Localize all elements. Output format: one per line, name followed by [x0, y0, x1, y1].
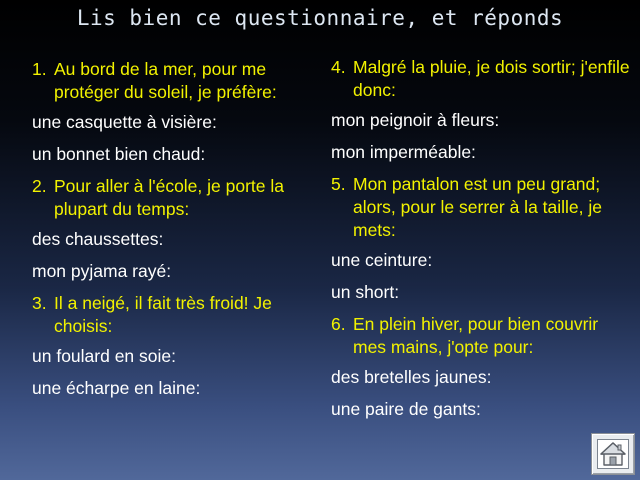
answer-option: mon imperméable: [331, 142, 476, 162]
question-number: 3. [32, 293, 47, 313]
home-icon [597, 439, 629, 469]
question-number: 2. [32, 176, 47, 196]
answer-option: mon peignoir à fleurs: [331, 110, 500, 130]
answer-option: un foulard en soie: [32, 346, 176, 366]
question-text: Mon pantalon est un peu grand; alors, pour le serrer à la taille, je mets: [353, 174, 602, 240]
home-button[interactable] [591, 433, 635, 475]
question-text: Pour aller à l'école, je porte la plupart du temps: [54, 176, 284, 219]
answer-option: des bretelles jaunes: [331, 367, 492, 387]
question-number: 4. [331, 57, 346, 77]
left-column [32, 58, 322, 409]
right-column [331, 56, 631, 430]
answer-option: une écharpe en laine: [32, 378, 201, 398]
question-text: Malgré la pluie, je dois sortir; j'enfile donc: [353, 57, 630, 100]
question-5 [331, 173, 631, 242]
question-3 [32, 292, 322, 338]
answer-option: un short: [331, 282, 400, 302]
question-number: 5. [331, 174, 346, 194]
question-4 [331, 56, 631, 102]
question-text: En plein hiver, pour bien couvrir mes mains, j'opte pour: [353, 314, 599, 357]
question-text: Il a neigé, il fait très froid! Je choisis: [54, 293, 272, 336]
question-number: 1. [32, 59, 47, 79]
answer-option: mon pyjama rayé: [32, 261, 172, 281]
answer-option: une paire de gants: [331, 399, 481, 419]
answer-option: un bonnet bien chaud: [32, 144, 206, 164]
answer-option: des chaussettes: [32, 229, 164, 249]
question-6 [331, 313, 631, 359]
question-2 [32, 175, 322, 221]
answer-option: une ceinture: [331, 250, 433, 270]
question-number: 6. [331, 314, 346, 334]
slide-title: Lis bien ce questionnaire, et réponds [76, 6, 564, 30]
question-text: Au bord de la mer, pour me protéger du soleil, je préfère: [54, 59, 277, 102]
answer-option: une casquette à visière: [32, 112, 217, 132]
question-1 [32, 58, 322, 104]
